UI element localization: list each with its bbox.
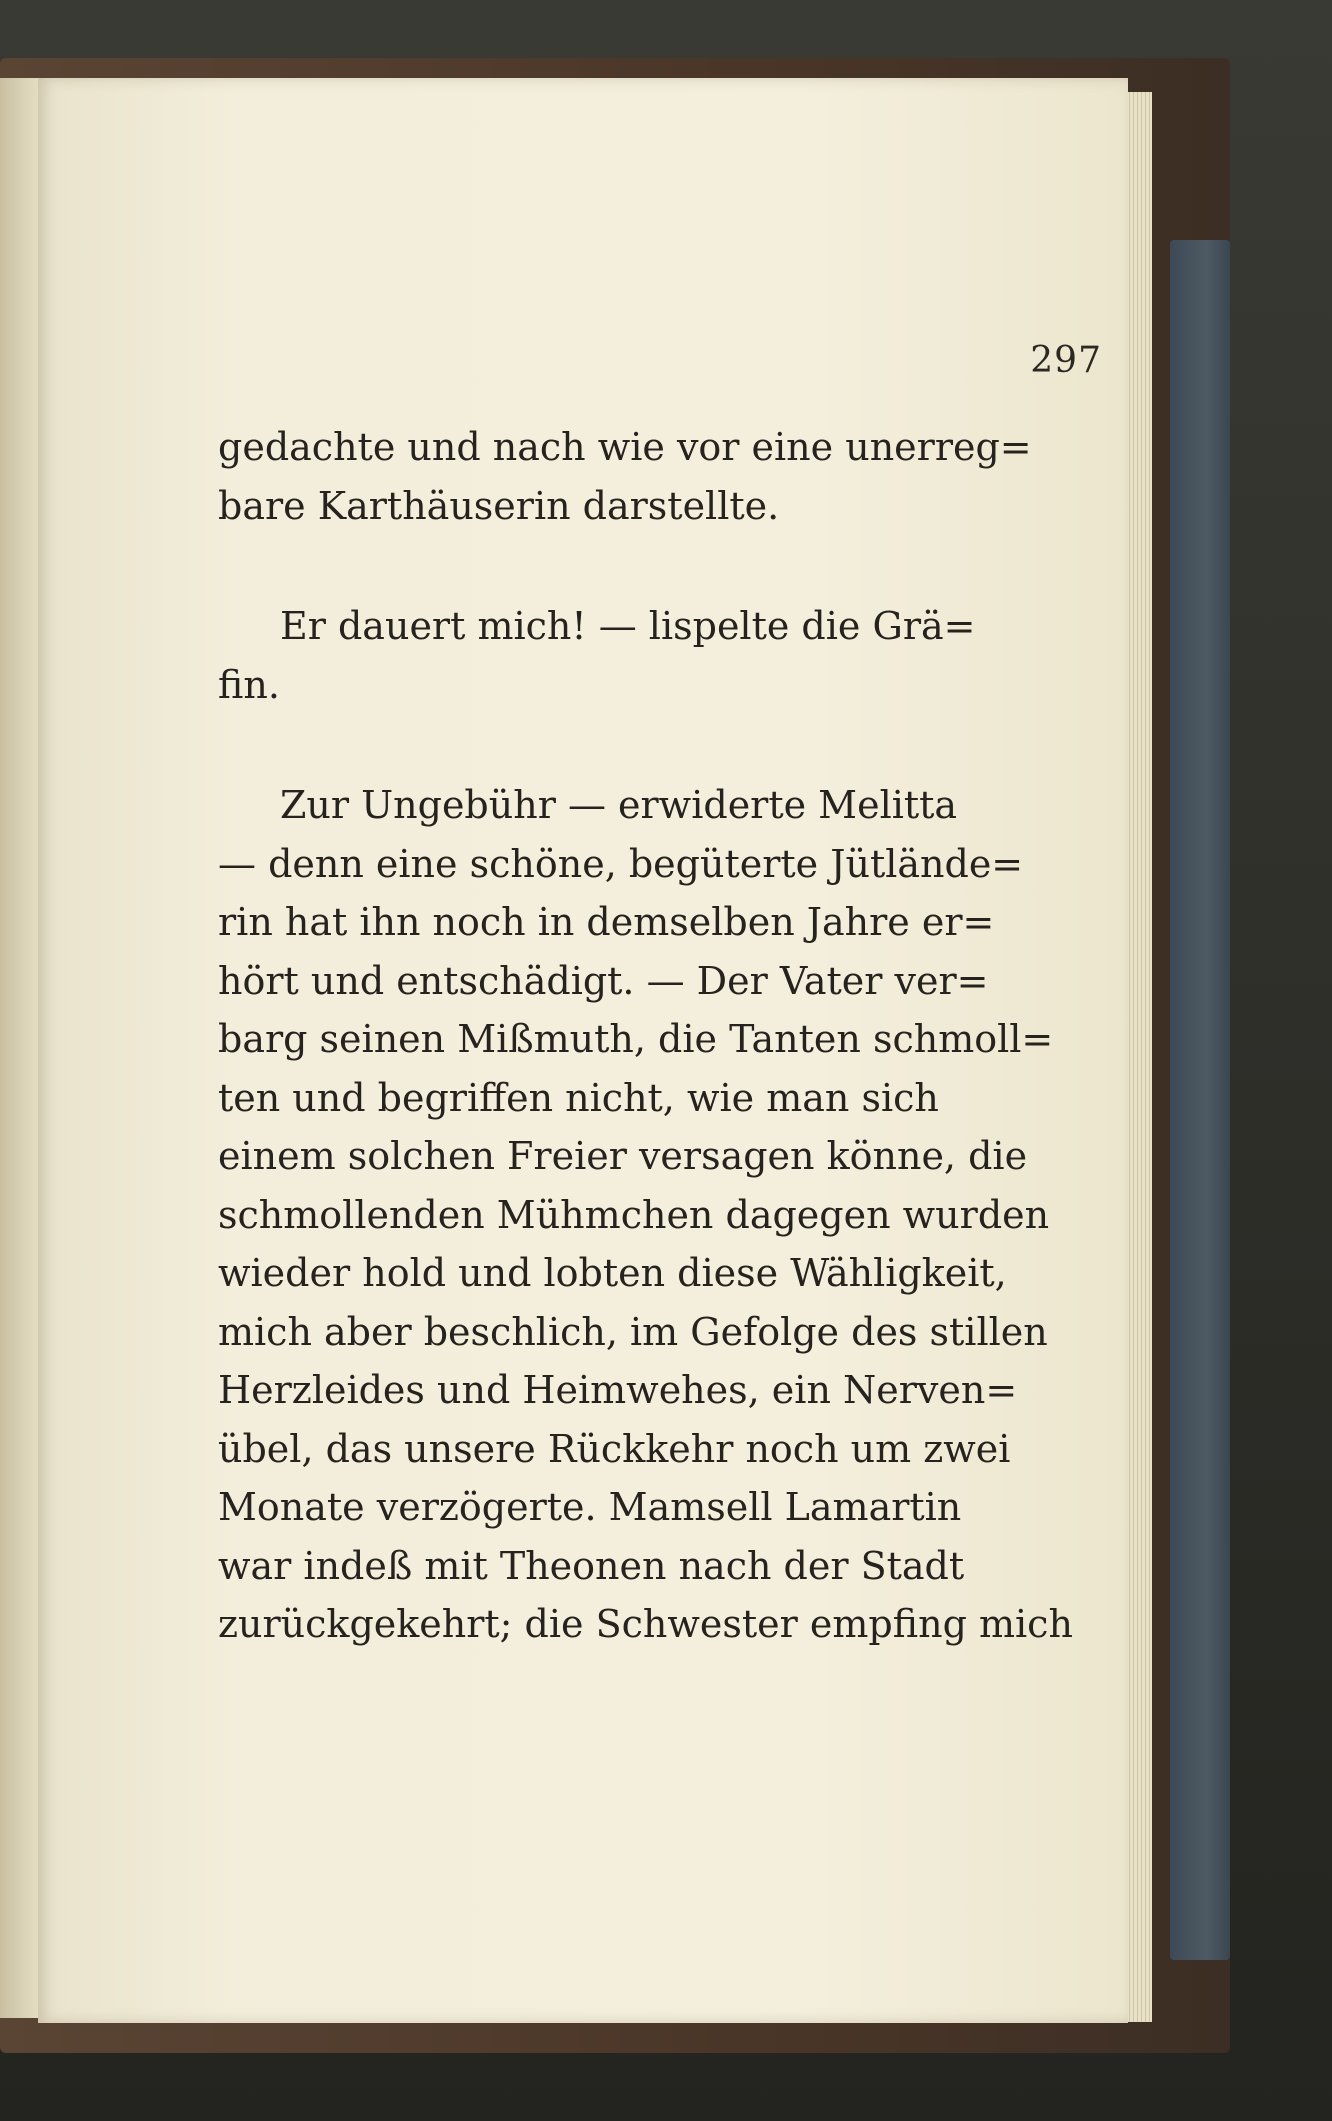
text-line: zurückgekehrt; die Schwester empfing mich: [218, 1602, 1073, 1646]
paragraph: [218, 418, 1032, 535]
text-line: bare Karthäuserin darstellte.: [218, 483, 780, 528]
text-line: Herzleides und Heimwehes, ein Nerven=: [218, 1368, 1018, 1412]
text-line: gedachte und nach wie vor eine unerreg=: [218, 425, 1032, 469]
page-number: 297: [1030, 340, 1102, 381]
text-line: übel, das unsere Rückkehr noch um zwei: [218, 1426, 1011, 1471]
text-line: Zur Ungebühr — erwiderte Melitta: [280, 783, 958, 827]
text-line: — denn eine schöne, begüterte Jütlände=: [218, 841, 1024, 886]
text-line: hört und entschädigt. — Der Vater ver=: [218, 958, 989, 1003]
text-line: Monate verzögerte. Mamsell Lamartin: [218, 1485, 962, 1529]
text-line: war indeß mit Theonen nach der Stadt: [218, 1543, 965, 1588]
body-text: [218, 418, 1073, 1654]
paragraph: [218, 597, 976, 714]
text-line: Er dauert mich! — lispelte die Grä=: [280, 604, 976, 648]
text-line: ten und begriffen nicht, wie man sich: [218, 1075, 939, 1120]
text-line: barg seinen Mißmuth, die Tanten schmoll=: [218, 1017, 1054, 1061]
text-line: einem solchen Freier versagen könne, die: [218, 1134, 1028, 1178]
text-line: schmollenden Mühmchen dagegen wurden: [218, 1192, 1050, 1237]
text-line: rin hat ihn noch in demselben Jahre er=: [218, 900, 995, 944]
left-page-edge: [0, 78, 38, 2018]
book-cover-edge: [1170, 240, 1230, 1960]
text-line: fin.: [218, 662, 280, 707]
text-line: mich aber beschlich, im Gefolge des stillen: [218, 1309, 1048, 1354]
text-line: wieder hold und lobten diese Wähligkeit,: [218, 1251, 1007, 1295]
paragraph: [218, 776, 1073, 1654]
